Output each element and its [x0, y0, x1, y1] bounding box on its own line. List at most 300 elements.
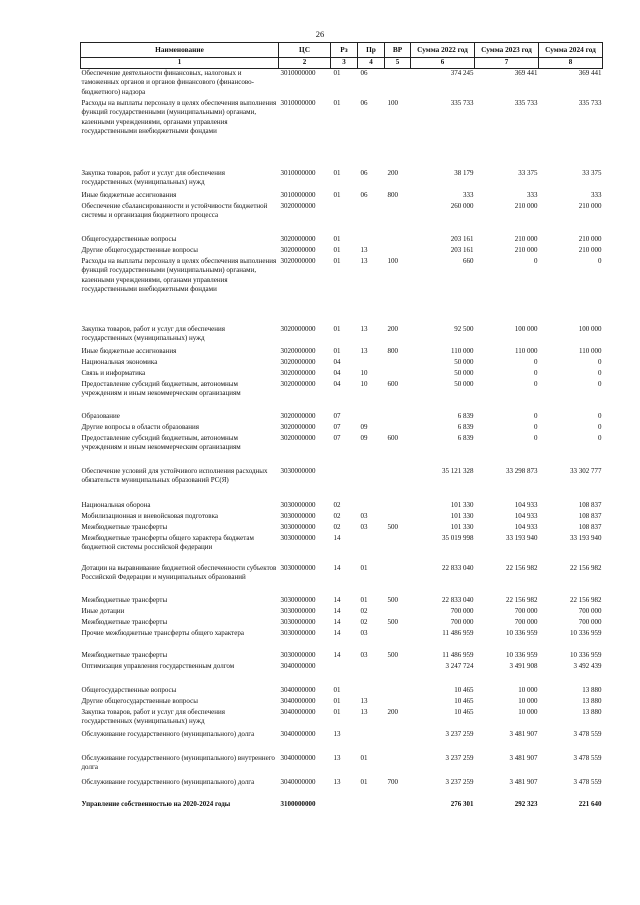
row-vr: 100 — [387, 256, 398, 265]
row-sum-2022: 203 161 — [450, 245, 474, 254]
row-cs: 3010000000 — [280, 190, 316, 199]
table-row — [81, 686, 603, 697]
column-number-row — [81, 58, 603, 69]
row-rz: 04 — [333, 357, 341, 366]
budget-table — [80, 42, 603, 811]
row-sum-2023: 104 933 — [514, 511, 538, 520]
row-pr — [358, 467, 385, 501]
row-cs: 3030000000 — [280, 628, 316, 637]
row-vr — [385, 697, 411, 708]
row-sum-2024: 3 478 559 — [573, 777, 602, 786]
header-row — [81, 43, 603, 58]
row-cs: 3010000000 — [280, 68, 316, 77]
row-sum-2024: 333 — [591, 190, 602, 199]
row-name: Обслуживание государственного (муниципального) долга — [81, 729, 255, 738]
row-sum-2022: 700 000 — [450, 606, 474, 615]
table-row — [81, 257, 603, 325]
row-cs: 3010000000 — [280, 168, 316, 177]
row-rz: 04 — [333, 379, 341, 388]
row-sum-2023: 0 — [534, 357, 538, 366]
row-pr: 01 — [360, 595, 368, 604]
row-cs: 3020000000 — [280, 201, 316, 210]
row-sum-2022: 11 486 959 — [442, 650, 474, 659]
row-sum-2024: 335 733 — [578, 98, 602, 107]
row-name: Управление собственностью на 2020-2024 годы — [81, 799, 231, 808]
row-pr: 13 — [360, 245, 368, 254]
row-sum-2023: 0 — [534, 411, 538, 420]
row-name: Обеспечение условий для устойчивого исполнения расходных обязательств муниципальных образований РС(Я) — [81, 466, 268, 485]
row-sum-2022: 22 833 040 — [442, 563, 474, 572]
row-sum-2024: 13 880 — [582, 685, 602, 694]
row-rz: 01 — [333, 190, 341, 199]
row-rz: 01 — [333, 685, 341, 694]
row-sum-2024: 0 — [598, 433, 602, 442]
row-vr — [385, 662, 411, 686]
row-sum-2023: 33 193 940 — [506, 533, 538, 542]
row-sum-2024: 3 492 439 — [573, 661, 602, 670]
row-sum-2023: 10 336 959 — [506, 650, 538, 659]
row-sum-2023: 104 933 — [514, 522, 538, 531]
header-name: Наименование — [81, 43, 279, 58]
row-sum-2022: 35 019 998 — [442, 533, 474, 542]
row-pr: 02 — [360, 606, 368, 615]
row-name: Другие общегосударственные вопросы — [81, 696, 198, 705]
row-vr — [385, 235, 411, 246]
row-sum-2024: 13 880 — [582, 707, 602, 716]
table-row — [81, 501, 603, 512]
row-sum-2023: 292 323 — [514, 799, 538, 808]
row-name: Мобилизационная и вневойсковая подготовка — [81, 511, 219, 520]
row-sum-2024: 0 — [598, 422, 602, 431]
row-rz — [331, 467, 358, 501]
row-sum-2023: 210 000 — [514, 234, 538, 243]
row-sum-2024: 210 000 — [578, 245, 602, 254]
row-sum-2024: 700 000 — [578, 617, 602, 626]
row-vr — [385, 686, 411, 697]
row-rz: 01 — [333, 256, 341, 265]
row-name: Межбюджетные трансферты — [81, 595, 168, 604]
row-sum-2022: 6 839 — [457, 422, 474, 431]
row-name: Межбюджетные трансферты — [81, 650, 168, 659]
row-sum-2024: 0 — [598, 256, 602, 265]
row-vr: 700 — [387, 777, 398, 786]
row-sum-2024: 210 000 — [578, 201, 602, 210]
row-name: Закупка товаров, работ и услуг для обеспечения государственных (муниципальных) нужд — [81, 324, 225, 343]
row-name: Общегосударственные вопросы — [81, 234, 177, 243]
row-cs: 3030000000 — [280, 650, 316, 659]
row-sum-2022: 38 179 — [454, 168, 474, 177]
row-cs: 3030000000 — [280, 522, 316, 531]
row-name: Общегосударственные вопросы — [81, 685, 177, 694]
row-sum-2024: 10 336 959 — [570, 628, 602, 637]
row-sum-2022: 35 121 328 — [442, 466, 474, 475]
row-vr — [385, 467, 411, 501]
row-pr: 06 — [360, 168, 368, 177]
row-name: Обслуживание государственного (муниципального) внутреннего долга — [81, 753, 275, 772]
table-row — [81, 607, 603, 618]
row-sum-2022: 374 245 — [450, 68, 474, 77]
row-cs: 3020000000 — [280, 411, 316, 420]
row-name: Закупка товаров, работ и услуг для обеспечения государственных (муниципальных) нужд — [81, 168, 225, 187]
row-sum-2023: 335 733 — [514, 98, 538, 107]
row-pr: 09 — [360, 422, 368, 431]
row-sum-2023: 0 — [534, 256, 538, 265]
row-cs: 3030000000 — [280, 563, 316, 572]
row-cs: 3040000000 — [280, 696, 316, 705]
row-vr: 200 — [387, 168, 398, 177]
row-pr: 06 — [360, 98, 368, 107]
row-pr: 10 — [360, 368, 368, 377]
row-sum-2023: 210 000 — [514, 201, 538, 210]
row-sum-2023: 110 000 — [515, 346, 538, 355]
row-cs: 3030000000 — [280, 606, 316, 615]
row-pr: 06 — [360, 68, 368, 77]
row-pr: 01 — [360, 753, 368, 762]
row-sum-2022: 10 465 — [454, 707, 474, 716]
table-row-total — [81, 800, 603, 811]
row-pr — [358, 501, 385, 512]
row-sum-2024: 108 837 — [578, 500, 602, 509]
header-sum-2022: Сумма 2022 год — [411, 43, 475, 58]
row-cs: 3030000000 — [280, 466, 316, 475]
row-cs: 3040000000 — [280, 707, 316, 716]
row-pr — [358, 800, 385, 811]
row-pr — [358, 730, 385, 754]
row-sum-2024: 13 880 — [582, 696, 602, 705]
row-sum-2023: 700 000 — [514, 617, 538, 626]
row-sum-2024: 33 302 777 — [570, 466, 602, 475]
row-sum-2023: 3 481 907 — [509, 753, 538, 762]
row-vr — [385, 754, 411, 778]
row-vr — [385, 564, 411, 596]
row-rz: 13 — [333, 753, 341, 762]
row-pr: 01 — [360, 563, 368, 572]
row-pr — [358, 534, 385, 564]
table-row — [81, 618, 603, 629]
row-rz: 01 — [333, 324, 341, 333]
row-sum-2023: 0 — [534, 379, 538, 388]
row-cs: 3020000000 — [280, 234, 316, 243]
column-number: 5 — [385, 58, 411, 69]
row-sum-2024: 110 000 — [579, 346, 602, 355]
row-sum-2022: 50 000 — [454, 368, 474, 377]
row-sum-2022: 260 000 — [450, 201, 474, 210]
row-vr — [385, 800, 411, 811]
row-pr: 13 — [360, 324, 368, 333]
row-pr: 13 — [360, 707, 368, 716]
row-pr — [358, 412, 385, 423]
row-rz: 07 — [333, 411, 341, 420]
row-cs: 3020000000 — [280, 256, 316, 265]
row-sum-2023: 10 000 — [518, 696, 538, 705]
row-sum-2022: 11 486 959 — [442, 628, 474, 637]
row-sum-2023: 22 156 982 — [506, 595, 538, 604]
row-rz: 01 — [333, 168, 341, 177]
row-sum-2022: 3 237 259 — [445, 729, 474, 738]
row-rz: 02 — [333, 500, 341, 509]
table-row — [81, 596, 603, 607]
page-number: 26 — [315, 29, 325, 39]
row-pr: 10 — [360, 379, 368, 388]
row-sum-2024: 108 837 — [578, 522, 602, 531]
row-sum-2022: 101 330 — [450, 511, 474, 520]
table-row — [81, 708, 603, 730]
row-name: Национальная оборона — [81, 500, 151, 509]
row-vr: 500 — [387, 617, 398, 626]
row-vr: 800 — [387, 190, 398, 199]
row-sum-2023: 210 000 — [514, 245, 538, 254]
row-name: Иные бюджетные ассигнования — [81, 346, 177, 355]
row-cs: 3020000000 — [280, 368, 316, 377]
row-sum-2022: 3 247 724 — [445, 661, 474, 670]
row-rz: 14 — [333, 595, 341, 604]
row-vr: 100 — [387, 98, 398, 107]
row-cs: 3020000000 — [280, 245, 316, 254]
row-name: Обеспечение сбалансированности и устойчивости бюджетной системы и организация бюджетного процесса — [81, 201, 268, 220]
row-sum-2022: 3 237 259 — [445, 777, 474, 786]
row-vr — [385, 730, 411, 754]
row-sum-2022: 101 330 — [450, 522, 474, 531]
column-number: 4 — [358, 58, 385, 69]
row-rz: 02 — [333, 522, 341, 531]
row-name: Другие общегосударственные вопросы — [81, 245, 198, 254]
row-sum-2024: 33 193 940 — [570, 533, 602, 542]
header-sum-2024: Сумма 2024 год — [539, 43, 603, 58]
table-row — [81, 246, 603, 257]
row-rz: 02 — [333, 511, 341, 520]
row-rz: 01 — [333, 696, 341, 705]
row-vr: 500 — [387, 522, 398, 531]
row-rz: 14 — [333, 606, 341, 615]
table-row — [81, 629, 603, 651]
row-sum-2024: 210 000 — [578, 234, 602, 243]
row-vr: 200 — [387, 707, 398, 716]
table-row — [81, 730, 603, 754]
row-pr — [358, 202, 385, 235]
column-number: 8 — [539, 58, 603, 69]
table-row — [81, 169, 603, 191]
row-sum-2024: 0 — [598, 357, 602, 366]
row-sum-2022: 22 833 040 — [442, 595, 474, 604]
row-vr — [385, 412, 411, 423]
row-cs: 3030000000 — [280, 595, 316, 604]
table-row — [81, 358, 603, 369]
row-vr — [385, 501, 411, 512]
table-row — [81, 434, 603, 467]
row-pr: 03 — [360, 628, 368, 637]
table-row — [81, 369, 603, 380]
table-row — [81, 467, 603, 501]
row-sum-2022: 92 500 — [454, 324, 474, 333]
row-sum-2023: 10 000 — [518, 707, 538, 716]
row-cs: 3030000000 — [280, 500, 316, 509]
table-row — [81, 325, 603, 347]
table-row — [81, 534, 603, 564]
row-rz — [331, 662, 358, 686]
column-number: 6 — [411, 58, 475, 69]
row-cs: 3040000000 — [280, 729, 316, 738]
row-cs: 3010000000 — [280, 98, 316, 107]
row-vr — [385, 68, 411, 99]
row-sum-2022: 333 — [463, 190, 474, 199]
header-vr: ВР — [385, 43, 411, 58]
row-sum-2022: 203 161 — [450, 234, 474, 243]
row-name: Образование — [81, 411, 120, 420]
table-row — [81, 380, 603, 412]
row-sum-2024: 221 640 — [578, 799, 602, 808]
table-row — [81, 99, 603, 169]
row-name: Закупка товаров, работ и услуг для обеспечения государственных (муниципальных) нужд — [81, 707, 225, 726]
row-pr — [358, 358, 385, 369]
row-sum-2022: 276 301 — [450, 799, 474, 808]
row-pr — [358, 662, 385, 686]
row-cs: 3020000000 — [280, 433, 316, 442]
row-sum-2023: 104 933 — [514, 500, 538, 509]
row-rz: 01 — [333, 245, 341, 254]
row-vr: 200 — [387, 324, 398, 333]
header-sum-2023: Сумма 2023 год — [475, 43, 539, 58]
row-rz — [331, 800, 358, 811]
row-rz — [331, 202, 358, 235]
row-vr — [385, 246, 411, 257]
row-sum-2023: 700 000 — [514, 606, 538, 615]
row-name: Другие вопросы в области образования — [81, 422, 200, 431]
row-sum-2023: 3 481 907 — [509, 729, 538, 738]
row-rz: 01 — [333, 707, 341, 716]
row-sum-2023: 369 441 — [514, 68, 538, 77]
row-pr: 13 — [360, 256, 368, 265]
table-row — [81, 697, 603, 708]
table-row — [81, 347, 603, 358]
row-sum-2022: 660 — [463, 256, 474, 265]
row-name: Иные бюджетные ассигнования — [81, 190, 177, 199]
row-rz: 04 — [333, 368, 341, 377]
row-sum-2024: 33 375 — [582, 168, 602, 177]
table-row — [81, 754, 603, 778]
table-row — [81, 778, 603, 800]
row-vr — [385, 607, 411, 618]
row-pr: 09 — [360, 433, 368, 442]
row-rz: 07 — [333, 422, 341, 431]
table-row — [81, 423, 603, 434]
row-name: Предоставление субсидий бюджетным, автономным учреждениям и иным некоммерческим организациям — [81, 433, 241, 452]
row-vr — [385, 369, 411, 380]
row-sum-2022: 50 000 — [454, 357, 474, 366]
row-sum-2024: 700 000 — [578, 606, 602, 615]
header-rz: Рз — [331, 43, 358, 58]
row-vr — [385, 423, 411, 434]
row-vr: 500 — [387, 650, 398, 659]
row-sum-2024: 0 — [598, 411, 602, 420]
row-cs: 3040000000 — [280, 777, 316, 786]
row-rz: 01 — [333, 234, 341, 243]
row-rz: 14 — [333, 563, 341, 572]
row-cs: 3040000000 — [280, 685, 316, 694]
row-name: Расходы на выплаты персоналу в целях обеспечения выполнения функций государственными (муниципальными) органами, казенными учреждениями, органами управления государственными внебюджетными фондами — [81, 98, 277, 136]
row-sum-2024: 3 478 559 — [573, 753, 602, 762]
row-pr: 03 — [360, 522, 368, 531]
table-row — [81, 68, 603, 99]
table-row — [81, 662, 603, 686]
row-cs: 3030000000 — [280, 511, 316, 520]
row-sum-2024: 3 478 559 — [573, 729, 602, 738]
table-row — [81, 512, 603, 523]
row-sum-2023: 0 — [534, 422, 538, 431]
row-rz: 01 — [333, 98, 341, 107]
row-sum-2023: 333 — [527, 190, 538, 199]
row-sum-2022: 3 237 259 — [445, 753, 474, 762]
row-pr: 01 — [360, 777, 368, 786]
row-rz: 01 — [333, 68, 341, 77]
row-sum-2022: 10 465 — [454, 685, 474, 694]
row-rz: 14 — [333, 628, 341, 637]
row-sum-2022: 335 733 — [450, 98, 474, 107]
row-rz: 01 — [333, 346, 341, 355]
header-pr: Пр — [358, 43, 385, 58]
row-pr: 06 — [360, 190, 368, 199]
column-number: 2 — [279, 58, 331, 69]
row-name: Оптимизация управления государственным долгом — [81, 661, 235, 670]
row-cs: 3040000000 — [280, 661, 316, 670]
row-name: Расходы на выплаты персоналу в целях обеспечения выполнения функций государственными (муниципальными) органами, казенными учреждениями, органами управления государственными внебюджетными фондами — [81, 256, 277, 294]
row-sum-2024: 0 — [598, 368, 602, 377]
row-vr — [385, 512, 411, 523]
row-cs: 3030000000 — [280, 617, 316, 626]
row-name: Предоставление субсидий бюджетным, автономным учреждениям и иным некоммерческим организациям — [81, 379, 241, 398]
row-sum-2022: 700 000 — [450, 617, 474, 626]
row-cs: 3100000000 — [280, 799, 316, 808]
row-cs: 3020000000 — [280, 346, 316, 355]
table-row — [81, 412, 603, 423]
table-row — [81, 191, 603, 202]
row-vr: 500 — [387, 595, 398, 604]
column-number: 1 — [81, 58, 279, 69]
row-vr: 800 — [387, 346, 398, 355]
row-vr: 600 — [387, 379, 398, 388]
row-vr — [385, 358, 411, 369]
row-name: Межбюджетные трансферты общего характера бюджетам бюджетной системы российской федерации — [81, 533, 254, 552]
row-rz: 13 — [333, 729, 341, 738]
row-cs: 3030000000 — [280, 533, 316, 542]
row-pr: 02 — [360, 617, 368, 626]
row-sum-2023: 22 156 982 — [506, 563, 538, 572]
row-rz: 14 — [333, 650, 341, 659]
row-name: Иные дотации — [81, 606, 125, 615]
table-row — [81, 651, 603, 662]
row-cs: 3040000000 — [280, 753, 316, 762]
row-cs: 3020000000 — [280, 357, 316, 366]
row-sum-2024: 22 156 982 — [570, 595, 602, 604]
row-sum-2023: 10 000 — [518, 685, 538, 694]
row-cs: 3020000000 — [280, 422, 316, 431]
row-sum-2024: 22 156 982 — [570, 563, 602, 572]
row-name: Дотации на выравнивание бюджетной обеспеченности субъектов Российской Федерации и муниципальных образований — [81, 563, 277, 582]
row-vr: 600 — [387, 433, 398, 442]
row-sum-2023: 33 298 873 — [506, 466, 538, 475]
row-pr: 13 — [360, 696, 368, 705]
row-sum-2023: 3 481 907 — [509, 777, 538, 786]
row-rz: 14 — [333, 533, 341, 542]
column-number: 3 — [331, 58, 358, 69]
row-rz: 07 — [333, 433, 341, 442]
row-sum-2023: 0 — [534, 433, 538, 442]
column-number: 7 — [475, 58, 539, 69]
row-name: Связь и информатика — [81, 368, 146, 377]
row-sum-2024: 108 837 — [578, 511, 602, 520]
row-sum-2023: 10 336 959 — [506, 628, 538, 637]
table-row — [81, 235, 603, 246]
row-sum-2022: 6 839 — [457, 433, 474, 442]
